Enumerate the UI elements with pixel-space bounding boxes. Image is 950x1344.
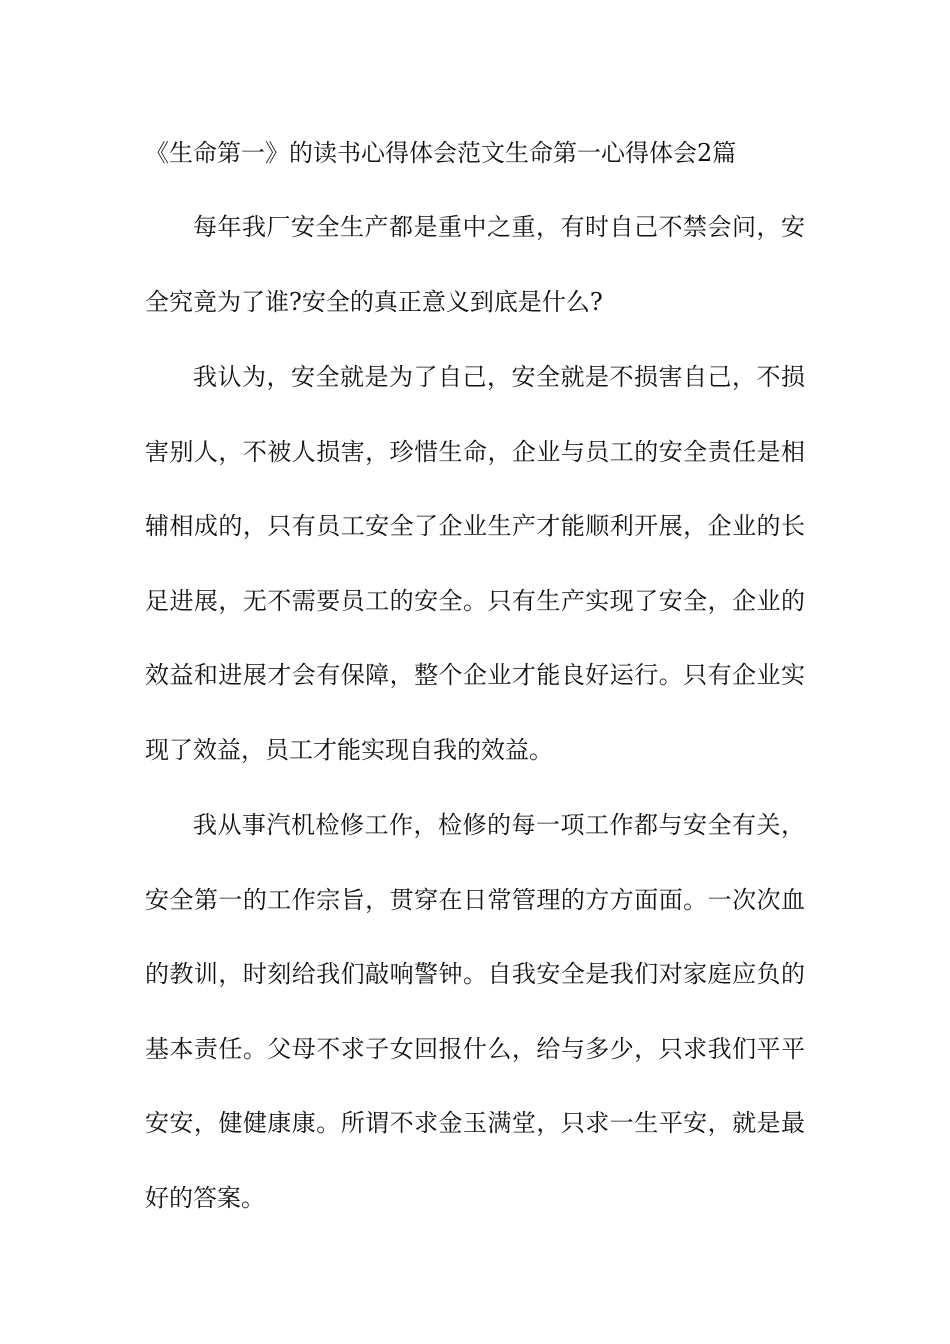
paragraph-1: 每年我厂安全生产都是重中之重，有时自己不禁会问，安全究竟为了谁?安全的真正意义到底是什么? [145, 213, 805, 316]
document-title: 《生命第一》的读书心得体会范文生命第一心得体会2篇 [145, 139, 737, 167]
paragraph-2: 我认为，安全就是为了自己，安全就是不损害自己，不损害别人，不被人损害，珍惜生命，企业与员工的安全责任是相辅相成的，只有员工安全了企业生产才能顺利开展，企业的长足进展，无不需要员工的安全。只有生产实现了安全，企业的效益和进展才会有保障，整个企业才能良好运行。只有企业实现了效益，员工才能实现自我的效益。 [145, 363, 805, 764]
paragraph-3: 我从事汽机检修工作，检修的每一项工作都与安全有关，安全第一的工作宗旨，贯穿在日常管理的方方面面。一次次血的教训，时刻给我们敲响警钟。自我安全是我们对家庭应负的基本责任。父母不求子女回报什么，给与多少，只求我们平平安安，健健康康。所谓不求金玉满堂，只求一生平安，就是最好的答案。 [145, 811, 805, 1212]
